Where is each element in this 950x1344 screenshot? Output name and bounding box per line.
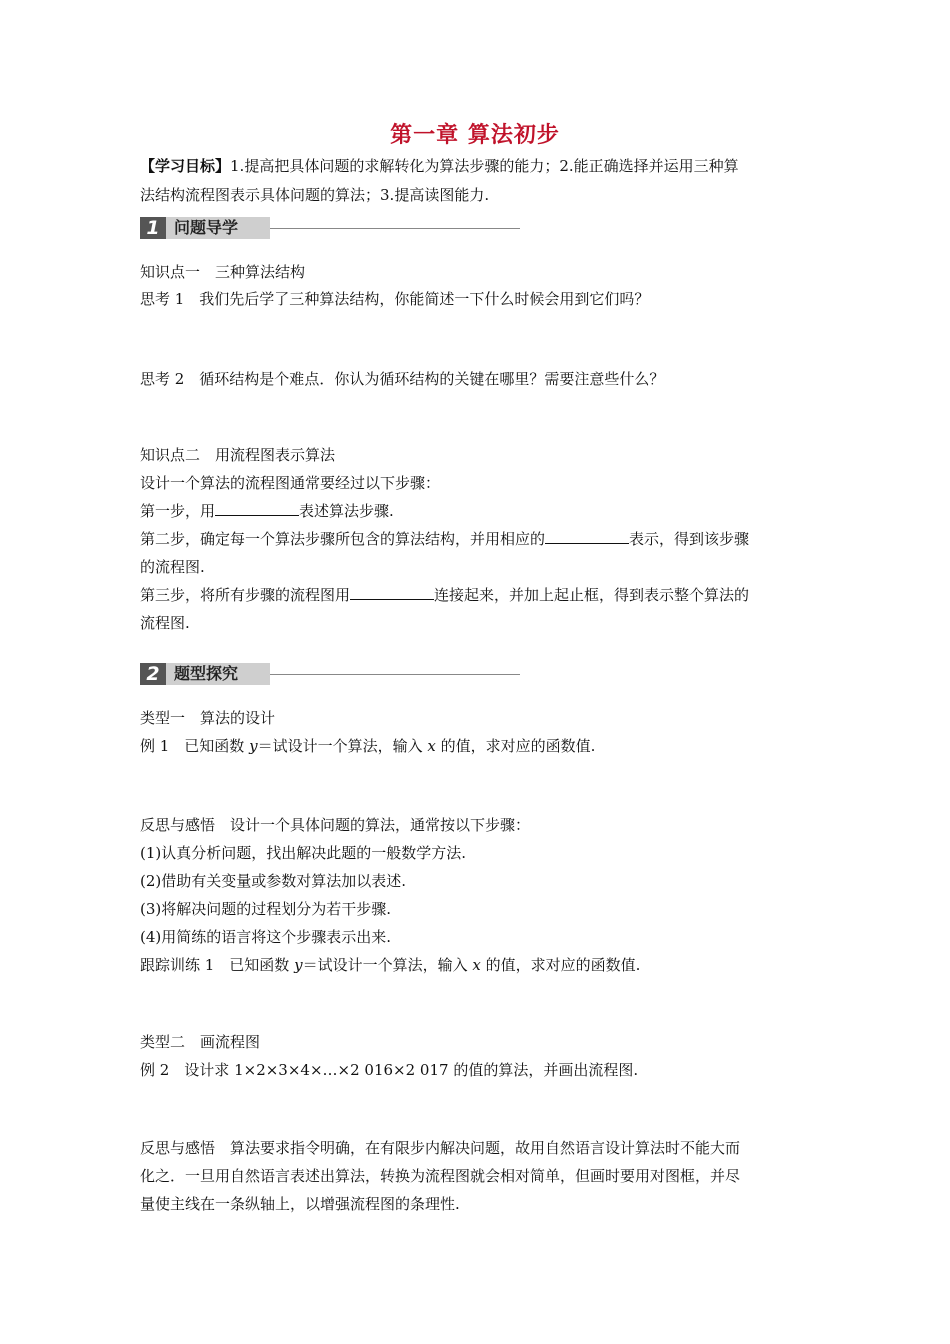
step-3-text-b: 连接起来，并加上起止框，得到表示整个算法的 [434, 586, 750, 604]
example-2: 例 2 设计求 1×2×3×4×…×2 016×2 017 的值的算法，并画出流程图. [140, 1061, 639, 1079]
section-header-2 [140, 663, 520, 685]
reflection-1-item-1: (1)认真分析问题，找出解决此题的一般数学方法. [140, 844, 467, 862]
section-rule [270, 674, 520, 675]
reflection-1-item-4: (4)用简练的语言将这个步骤表示出来. [140, 928, 392, 946]
learning-goals-text: 1.提高把具体问题的求解转化为算法步骤的能力；2.能正确选择并运用三种算 [230, 157, 739, 175]
step-1-text-a: 第一步，用 [140, 502, 216, 520]
knowledge-point-1-heading: 知识点一 三种算法结构 [140, 263, 306, 281]
step-2-continued: 的流程图. [140, 558, 205, 576]
practice-1-text-a: 跟踪训练 1 已知函数 [140, 956, 295, 974]
section-number: 2 [140, 663, 166, 685]
reflection-2-line-3: 量使主线在一条纵轴上，以增强流程图的条理性. [140, 1195, 460, 1213]
chapter-title: 第一章 算法初步 [390, 123, 560, 148]
reflection-2-line-2: 化之．一旦用自然语言表述出算法，转换为流程图就会相对简单，但画时要用对图框，并尽 [140, 1167, 741, 1185]
example-1-var-x: x [427, 737, 436, 755]
practice-1-text-c: 的值，求对应的函数值. [480, 956, 641, 974]
section-title: 题型探究 [166, 663, 270, 685]
learning-goals-label: 【学习目标】 [140, 157, 231, 175]
practice-1 [140, 954, 820, 976]
fill-blank-1 [215, 501, 299, 516]
step-3 [140, 584, 820, 606]
step-2-text-a: 第二步，确定每一个算法步骤所包含的算法结构，并用相应的 [140, 530, 546, 548]
knowledge-point-2-heading: 知识点二 用流程图表示算法 [140, 446, 336, 464]
think-1: 思考 1 我们先后学了三种算法结构，你能简述一下什么时候会用到它们吗？ [140, 290, 650, 308]
section-title: 问题导学 [166, 217, 270, 239]
reflection-1: 反思与感悟 设计一个具体问题的算法，通常按以下步骤： [140, 816, 531, 834]
step-1 [140, 500, 820, 522]
practice-1-var-y: y [294, 956, 303, 974]
example-1-text-a: 例 1 已知函数 [140, 737, 250, 755]
learning-goals-line-1 [140, 155, 820, 177]
section-rule [270, 228, 520, 229]
step-2 [140, 528, 820, 550]
step-1-text-b: 表述算法步骤. [299, 502, 394, 520]
section-header-1 [140, 217, 520, 239]
flowchart-intro: 设计一个算法的流程图通常要经过以下步骤： [140, 474, 441, 492]
example-1-var-y: y [249, 737, 258, 755]
practice-1-var-x: x [472, 956, 481, 974]
example-1-text-c: 的值，求对应的函数值. [435, 737, 596, 755]
practice-1-text-b: ＝试设计一个算法，输入 [302, 956, 473, 974]
example-1 [140, 735, 820, 757]
think-2: 思考 2 循环结构是个难点．你认为循环结构的关键在哪里？需要注意些什么？ [140, 370, 665, 388]
type-2-heading: 类型二 画流程图 [140, 1033, 261, 1051]
fill-blank-2 [545, 529, 629, 544]
example-1-text-b: ＝试设计一个算法，输入 [257, 737, 428, 755]
reflection-1-item-3: (3)将解决问题的过程划分为若干步骤. [140, 900, 392, 918]
reflection-1-item-2: (2)借助有关变量或参数对算法加以表述. [140, 872, 407, 890]
step-2-text-b: 表示，得到该步骤 [629, 530, 750, 548]
reflection-2-line-1: 反思与感悟 算法要求指令明确，在有限步内解决问题，故用自然语言设计算法时不能大而 [140, 1139, 741, 1157]
section-number: 1 [140, 217, 166, 239]
learning-goals-line-2: 法结构流程图表示具体问题的算法；3.提高读图能力. [140, 186, 490, 204]
fill-blank-3 [350, 585, 434, 600]
type-1-heading: 类型一 算法的设计 [140, 709, 276, 727]
step-3-continued: 流程图. [140, 614, 190, 632]
step-3-text-a: 第三步，将所有步骤的流程图用 [140, 586, 351, 604]
